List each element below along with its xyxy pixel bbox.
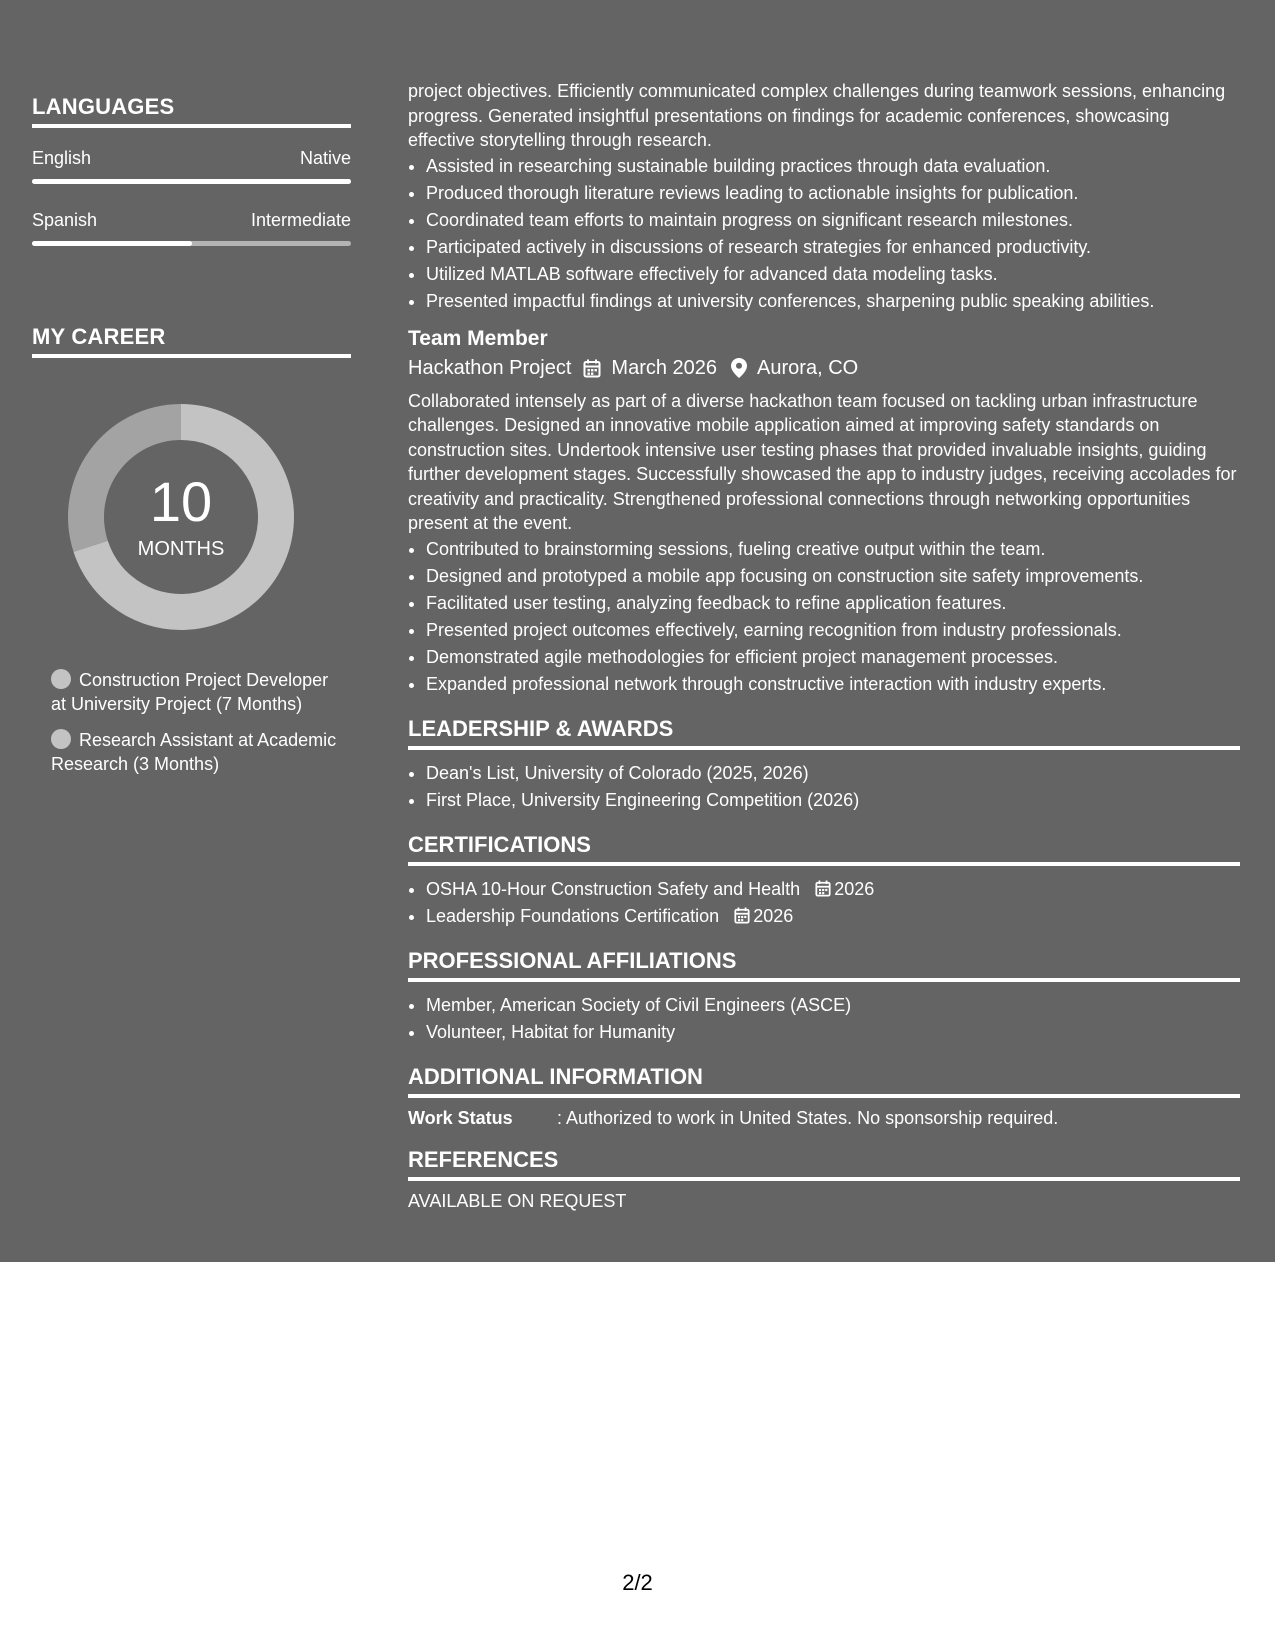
- work-status-value: : Authorized to work in United States. No sponsorship required.: [557, 1107, 1059, 1128]
- language-bar-track: [32, 179, 351, 184]
- language-name: English: [32, 148, 92, 168]
- list-item: • Produced thorough literature reviews leading to actionable insights for publication.: [426, 180, 1240, 207]
- language-bar-fill: [32, 179, 351, 184]
- list-item: • Volunteer, Habitat for Humanity: [426, 1019, 1240, 1046]
- research-intro: project objectives. Efficiently communicated complex challenges during teamwork sessions, enhancing progress. Generated insightful presentations on findings for academic conferences, showcasing effective storytelling through research.: [408, 81, 1226, 150]
- job-org: Hackathon Project: [408, 356, 572, 379]
- list-item: • Presented project outcomes effectively, earning recognition from industry professionals.: [426, 617, 1240, 644]
- legend-label: Construction Project Developer at University Project (7 Months): [51, 670, 329, 714]
- certifications-title: CERTIFICATIONS: [408, 832, 1240, 866]
- calendar-icon: [734, 907, 750, 924]
- list-item: • Participated actively in discussions of research strategies for enhanced productivity.: [426, 234, 1240, 261]
- language-item: [32, 210, 351, 246]
- list-item: [426, 876, 1240, 903]
- right-column: [408, 79, 1240, 1212]
- list-item: • Member, American Society of Civil Engineers (ASCE): [426, 992, 1240, 1019]
- certification-name: Leadership Foundations Certification: [426, 905, 720, 926]
- certification-name: OSHA 10-Hour Construction Safety and Health: [426, 878, 801, 899]
- career-total-unit: MONTHS: [137, 538, 225, 560]
- job-date: March 2026: [611, 356, 718, 379]
- references-text: AVAILABLE ON REQUEST: [408, 1190, 627, 1211]
- additional-info-title: ADDITIONAL INFORMATION: [408, 1064, 1240, 1098]
- affiliations-list: [408, 992, 1240, 1046]
- legend-item: [51, 668, 341, 716]
- language-level: Intermediate: [250, 210, 351, 230]
- job-bullets: [408, 536, 1240, 698]
- career-title: MY CAREER: [32, 324, 351, 358]
- certification-year: 2026: [753, 905, 794, 926]
- job-description: Collaborated intensely as part of a diverse hackathon team focused on tackling urban infrastructure challenges. Designed an innovative mobile application aimed at improving safety standards on construction sites. Undertook intensive user testing phases that provided invaluable insights, guiding further development stages. Successfully showcased the app to industry judges, receiving accolades for creativity and practicality. Strengthened professional connections through networking opportunities present at the event.: [408, 390, 1237, 533]
- language-name: Spanish: [32, 210, 98, 230]
- affiliations-title: PROFESSIONAL AFFILIATIONS: [408, 948, 1240, 982]
- list-item: • Utilized MATLAB software effectively for advanced data modeling tasks.: [426, 261, 1240, 288]
- work-status-row: [408, 1108, 1240, 1129]
- legend-item: [51, 728, 341, 776]
- career-legend: [51, 668, 341, 776]
- list-item: • Presented impactful findings at university conferences, sharpening public speaking abilities.: [426, 288, 1240, 315]
- location-pin-icon: [731, 358, 747, 378]
- list-item: • Contributed to brainstorming sessions, fueling creative output within the team.: [426, 536, 1240, 563]
- language-bar-track: [32, 241, 351, 246]
- research-bullets: [408, 153, 1240, 315]
- list-item: • Demonstrated agile methodologies for efficient project management processes.: [426, 644, 1240, 671]
- work-status-label: Work Status: [408, 1107, 513, 1128]
- certifications-list: [408, 876, 1240, 930]
- job-title: Team Member: [408, 326, 548, 350]
- legend-label: Research Assistant at Academic Research (3 Months): [51, 730, 337, 774]
- certification-year: 2026: [834, 878, 875, 899]
- leadership-title: LEADERSHIP & AWARDS: [408, 716, 1240, 750]
- job-location: Aurora, CO: [757, 356, 859, 379]
- list-item: • Assisted in researching sustainable building practices through data evaluation.: [426, 153, 1240, 180]
- legend-dot: [51, 669, 71, 689]
- leadership-list: [408, 760, 1240, 814]
- languages-title: LANGUAGES: [32, 94, 351, 128]
- list-item: • Facilitated user testing, analyzing feedback to refine application features.: [426, 590, 1240, 617]
- calendar-icon: [815, 880, 831, 897]
- list-item: • Dean's List, University of Colorado (2025, 2026): [426, 760, 1240, 787]
- language-item: [32, 148, 351, 184]
- list-item: • Expanded professional network through constructive interaction with industry experts.: [426, 671, 1240, 698]
- legend-dot: [51, 729, 71, 749]
- list-item: [426, 903, 1240, 930]
- language-bar-fill: [32, 241, 192, 246]
- left-column: [32, 94, 351, 788]
- job-meta: [408, 357, 1240, 380]
- page-number: 2/2: [622, 1570, 653, 1595]
- calendar-icon: [583, 359, 601, 378]
- references-title: REFERENCES: [408, 1147, 1240, 1181]
- career-total-value: 10: [149, 470, 213, 533]
- language-level: Native: [299, 148, 351, 168]
- career-donut-chart: [66, 402, 296, 632]
- list-item: • First Place, University Engineering Competition (2026): [426, 787, 1240, 814]
- list-item: • Designed and prototyped a mobile app focusing on construction site safety improvements.: [426, 563, 1240, 590]
- list-item: • Coordinated team efforts to maintain progress on significant research milestones.: [426, 207, 1240, 234]
